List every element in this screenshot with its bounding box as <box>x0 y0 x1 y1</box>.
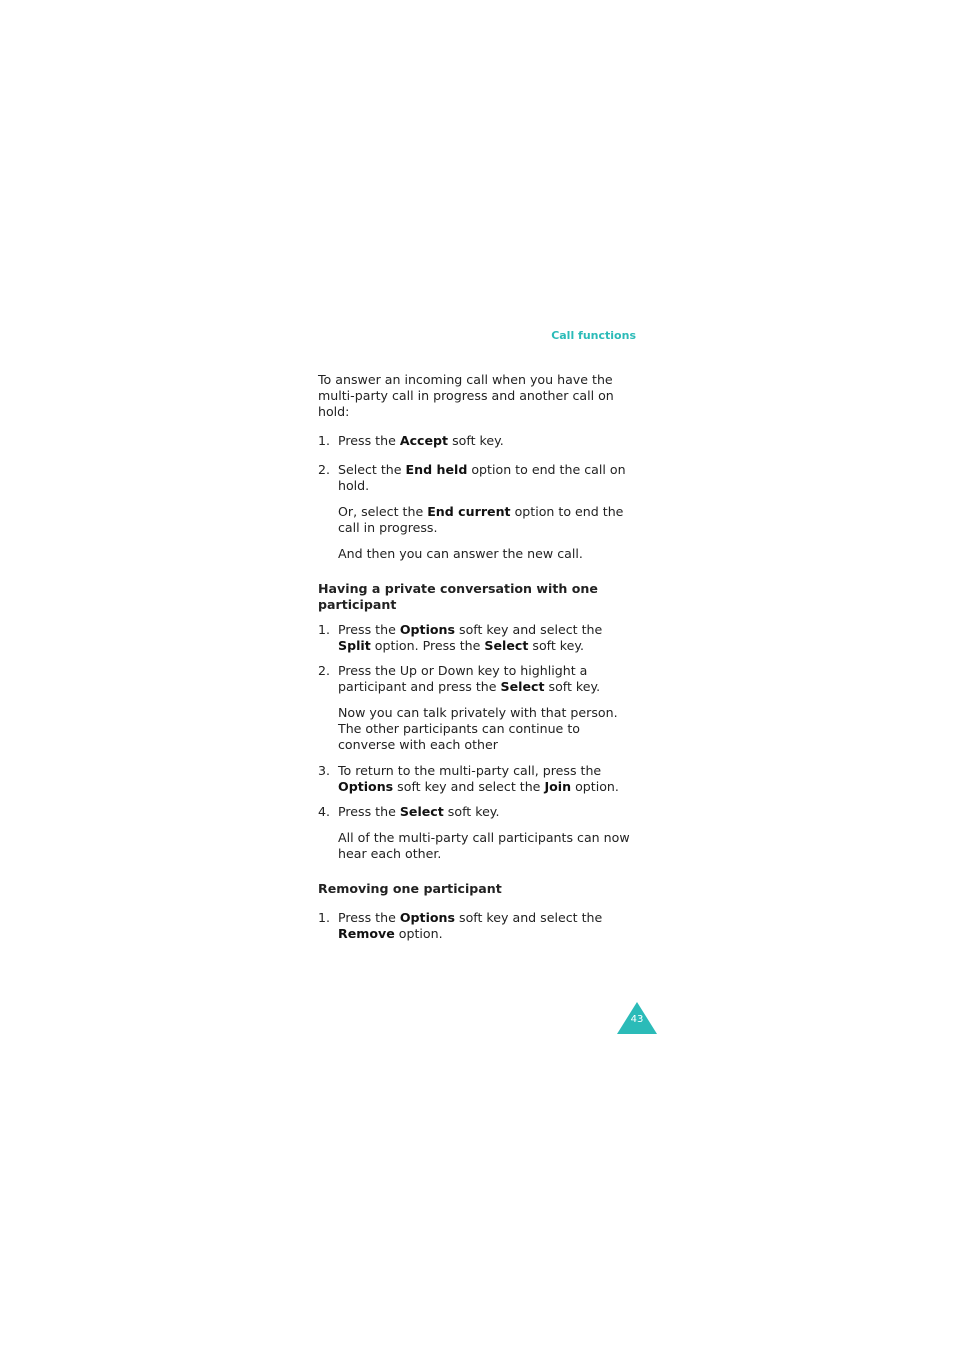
step-text: Press the <box>338 910 400 925</box>
step-text: Press the Up or Down key to highlight a participant and press the <box>338 663 588 694</box>
answer-note-then: And then you can answer the new call. <box>338 546 583 561</box>
private-step-4 <box>318 804 638 820</box>
step-number: 1. <box>318 622 331 637</box>
step-number: 2. <box>318 663 331 678</box>
step-text: soft key. <box>544 679 601 694</box>
step-text: soft key and select the <box>393 779 545 794</box>
remove-step-1 <box>318 910 638 942</box>
key-name: Select <box>399 804 444 819</box>
step-number: 1. <box>318 433 331 448</box>
answer-step-2 <box>318 462 638 494</box>
step-text: soft key. <box>443 804 500 819</box>
private-step-2 <box>318 663 638 695</box>
step-number: 2. <box>318 462 331 477</box>
step-text: option. <box>394 926 443 941</box>
step-text: Select the <box>338 462 406 477</box>
step-text: option to end the call on hold. <box>338 462 626 493</box>
note-text: option to end the call in progress. <box>338 504 624 535</box>
step-text: Press the <box>338 433 400 448</box>
key-name: Select <box>484 638 529 653</box>
key-name: Select <box>500 679 545 694</box>
step-number: 3. <box>318 763 331 778</box>
removing-participant-heading: Removing one participant <box>318 881 502 896</box>
step-number: 1. <box>318 910 331 925</box>
key-name: Options <box>338 779 394 794</box>
private-note-2: Now you can talk privately with that person. The other participants can continue to converse with each other <box>338 705 618 752</box>
option-name: Remove <box>338 926 395 941</box>
step-text: soft key and select the <box>455 910 603 925</box>
option-name: Join <box>544 779 572 794</box>
option-name: End current <box>427 504 511 519</box>
answer-step-1 <box>318 433 638 449</box>
option-name: End held <box>405 462 468 477</box>
note-text: Or, select the <box>338 504 428 519</box>
step-text: option. <box>571 779 619 794</box>
key-name: Options <box>399 910 455 925</box>
step-text: soft key. <box>448 433 504 448</box>
intro-paragraph: To answer an incoming call when you have the multi-party call in progress and another call on hold: <box>318 372 614 419</box>
private-step-3 <box>318 763 638 795</box>
step-text: Press the <box>338 622 400 637</box>
step-text: To return to the multi-party call, press the <box>338 763 602 778</box>
step-text: Press the <box>338 804 400 819</box>
private-note-4: All of the multi-party call participants can now hear each other. <box>338 830 630 861</box>
option-name: Split <box>338 638 371 653</box>
private-step-1 <box>318 622 638 654</box>
section-header: Call functions <box>551 329 636 342</box>
step-number: 4. <box>318 804 331 819</box>
step-text: soft key. <box>528 638 585 653</box>
key-name: Accept <box>399 433 449 448</box>
key-name: Options <box>399 622 455 637</box>
step-text: option. Press the <box>370 638 485 653</box>
page-content <box>318 372 638 942</box>
answer-note-or <box>318 504 638 536</box>
private-conversation-heading: Having a private conversation with one participant <box>318 581 598 612</box>
page-number: 43 <box>630 1014 644 1025</box>
step-text: soft key and select the <box>455 622 603 637</box>
